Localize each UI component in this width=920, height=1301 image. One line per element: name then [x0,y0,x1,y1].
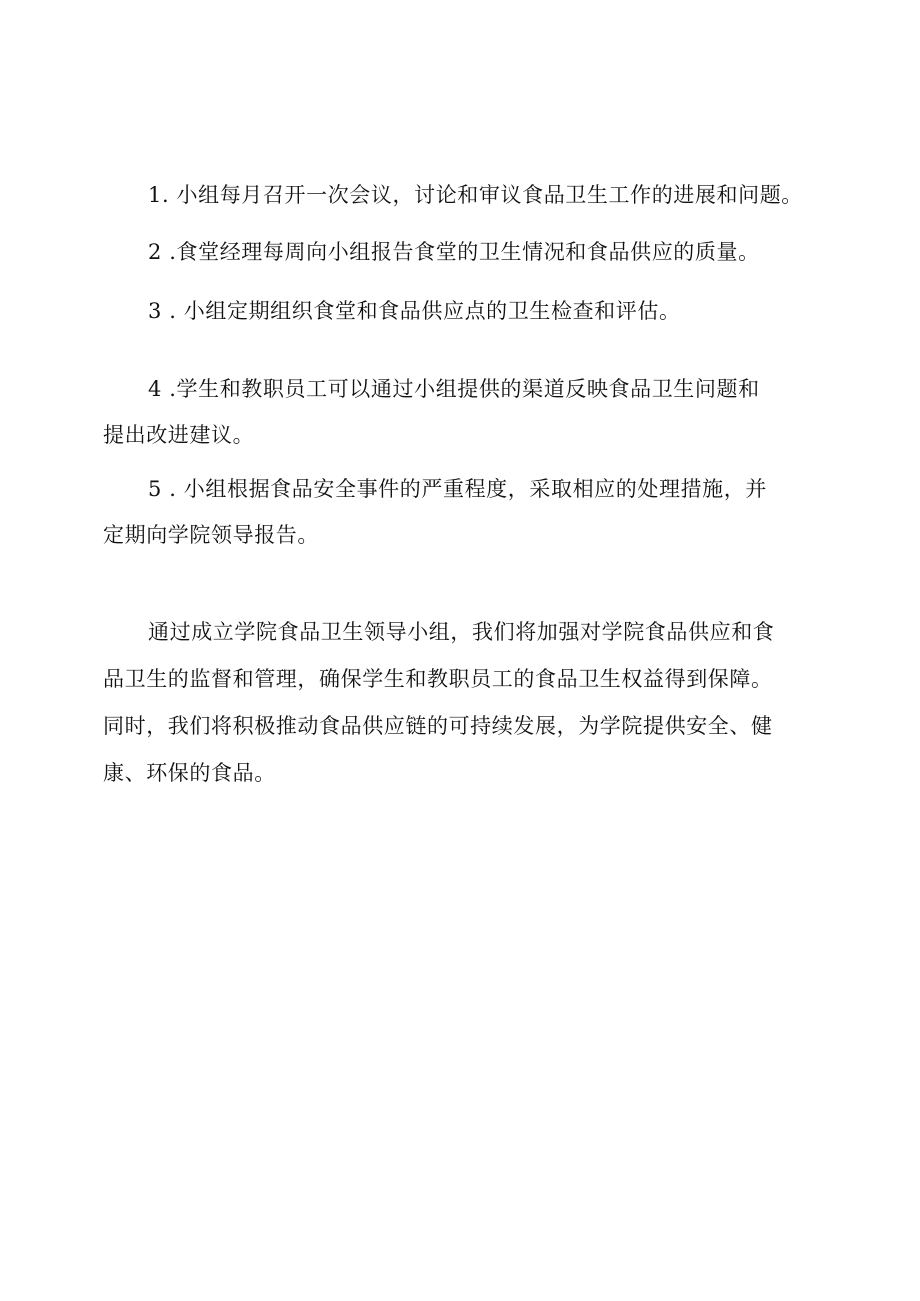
conclusion-line-2: 品卫生的监督和管理，确保学生和教职员工的食品卫生权益得到保障。 [103,667,773,691]
list-item-1: 1. 小组每月召开一次会议，讨论和审议食品卫生工作的进展和问题。 [148,183,803,207]
conclusion-line-3: 同时，我们将积极推动食品供应链的可持续发展，为学院提供安全、健 [103,714,773,738]
list-item-2: 2 .食堂经理每周向小组报告食堂的卫生情况和食品供应的质量。 [148,240,760,264]
list-item-4-line-2: 提出改进建议。 [103,423,255,447]
list-item-5-line-2: 定期向学院领导报告。 [103,523,319,547]
list-item-3: 3 . 小组定期组织食堂和食品供应点的卫生检查和评估。 [148,299,681,323]
list-item-4-line-1: 4 .学生和教职员工可以通过小组提供的渠道反映食品卫生问题和 [148,377,760,401]
conclusion-line-4: 康、环保的食品。 [103,761,276,785]
conclusion-line-1: 通过成立学院食品卫生领导小组，我们将加强对学院食品供应和食 [148,620,775,644]
list-item-5-line-1: 5 . 小组根据食品安全事件的严重程度，采取相应的处理措施，并 [148,477,767,501]
